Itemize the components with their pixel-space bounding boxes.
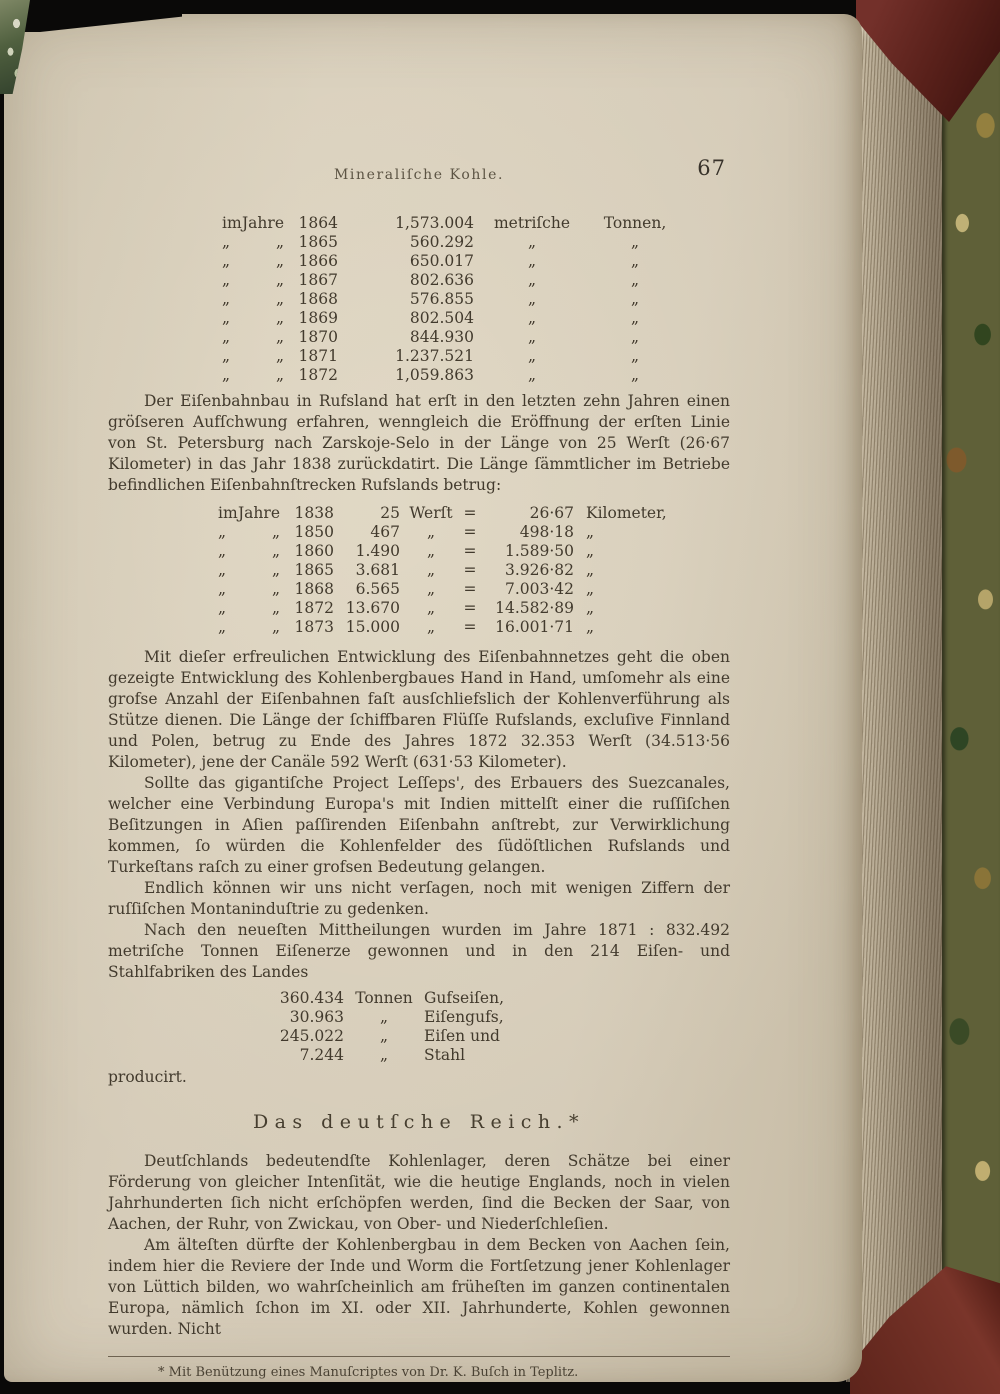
unit-word: „: [527, 290, 537, 308]
unit-word: „: [630, 252, 640, 270]
table-row: [222, 309, 730, 328]
equals-sign: =: [463, 523, 477, 541]
unit-word: „: [630, 347, 640, 365]
kilometer-unit: „: [586, 523, 595, 541]
year: 1869: [298, 309, 338, 327]
paragraph-german-coalfields: Deutſchlands bedeutendſte Kohlenlager, deren Schätze bei einer Förderung von gleicher Intenſität, wie die heutige Englands, noch in vielen Jahrhunderten ſich nicht erſchöpfen werden, ſind die Becken der Saar, von Aachen, der Ruhr, von Zwickau, von Ober- und Niederſchleſien.: [108, 1152, 730, 1233]
werst-unit: „: [426, 618, 436, 636]
unit-word: „: [630, 309, 640, 327]
marbled-cover: [942, 0, 1000, 1394]
tonnage-value: 7.244: [299, 1046, 344, 1064]
paragraph-lesseps-project: Sollte das gigantiſche Project Leſſeps', des Erbauers des Suezcanales, welcher eine Verbindung Europa's mit Indien mittelſt einer die ruſſiſchen Beſitzungen in Aſien paſſirenden Eiſenbahn anſtrebt, zur Verwirklichung kommen, ſo würden die Kohlenfelder des ſüdöſtlichen Rufslands und Turkeſtans raſch zu einer grofsen Bedeutung gelangen.: [108, 774, 730, 876]
year: 1871: [298, 347, 338, 365]
prefix-token: „: [275, 328, 284, 346]
table-row: [222, 328, 730, 347]
werst-unit: Werſt: [409, 504, 453, 522]
product-name: Gufseiſen,: [424, 989, 505, 1007]
prefix-token: „: [222, 366, 231, 384]
footnote: * Mit Benützung eines Manuſcriptes von Dr. K. Buſch in Teplitz.: [108, 1356, 730, 1381]
year-prefix: [222, 233, 284, 252]
table-row: [218, 523, 730, 542]
prefix-token: „: [275, 252, 284, 270]
werst-value: 3.681: [355, 561, 400, 579]
prefix-token: „: [275, 347, 284, 365]
tonnage-value: 802.636: [409, 271, 474, 289]
kilometer-unit: „: [586, 561, 595, 579]
year: 1866: [298, 252, 338, 270]
prefix-token: „: [275, 233, 284, 251]
year: 1867: [298, 271, 338, 289]
unit-word: „: [527, 366, 537, 384]
table-row: [218, 580, 730, 599]
tonnage-value: 245.022: [279, 1027, 344, 1045]
kilometer-value: 498·18: [519, 523, 574, 541]
year: 1865: [294, 561, 334, 579]
kilometer-value: 1.589·50: [504, 542, 574, 560]
table-row: [164, 1008, 730, 1027]
year: 1870: [298, 328, 338, 346]
year: 1838: [294, 504, 334, 522]
prefix-token: „: [275, 309, 284, 327]
equals-sign: =: [463, 618, 477, 636]
kilometer-value: 14.582·89: [495, 599, 574, 617]
kilometer-value: 16.001·71: [495, 618, 574, 636]
table-row: [222, 233, 730, 252]
unit-word: „: [630, 271, 640, 289]
year: 1872: [294, 599, 334, 617]
werst-value: 467: [370, 523, 400, 541]
product-name: Eiſen und: [424, 1027, 500, 1045]
table-row: [164, 989, 730, 1008]
railway-length-table: [218, 504, 730, 637]
paragraph-railway-intro: Der Eiſenbahnbau in Rufsland hat erſt in den letzten zehn Jahren einen gröſseren Aufſchwung erfahren, wenngleich die Eröffnung der erſten Linie von St. Petersburg nach Zarskoje-Selo in der Länge von 25 Werſt (26·67 Kilometer) in das Jahr 1838 zurückdatirt. Die Länge ſämmtlicher im Betriebe befindlichen Eiſenbahnſtrecken Rufslands betrug:: [108, 392, 730, 494]
paragraph-railway-growth: Mit dieſer erfreulichen Entwicklung des Eiſenbahnnetzes geht die oben gezeigte Entwicklung des Kohlenbergbaues Hand in Hand, umſomehr als eine grofse Anzahl der Eiſenbahnen faſt ausſchliefslich der Kohlenverführung als Stütze dienen. Die Länge der ſchiffbaren Flüſſe Rufslands, excluſive Finnland und Polen, betrug zu Ende des Jahres 1872 32.353 Werſt (34.513·56 Kilometer), jene der Canäle 592 Werſt (631·53 Kilometer).: [108, 648, 730, 771]
prefix-token: „: [218, 618, 227, 636]
text-column: [108, 156, 730, 1381]
werst-unit: „: [426, 580, 436, 598]
equals-sign: =: [463, 599, 477, 617]
page-number: 67: [697, 156, 726, 180]
unit-word: „: [527, 233, 537, 251]
prefix-token: im: [218, 504, 238, 522]
running-head: [108, 156, 730, 188]
prefix-token: „: [218, 599, 227, 617]
prefix-token: „: [222, 328, 231, 346]
paragraph-aachen-basin: Am älteſten dürfte der Kohlenbergbau in dem Becken von Aachen ſein, indem hier die Reviere der Inde und Worm die Fortſetzung jener Kohlenlager von Lüttich bilden, wo wahrſcheinlich am früheſten im ganzen continentalen Europa, nämlich ſchon im XI. oder XII. Jahrhunderte, Kohlen gewonnen wurden. Nicht: [108, 1236, 730, 1338]
werst-unit: „: [426, 542, 436, 560]
year-prefix: [222, 214, 284, 233]
tonnage-value: 1,573.004: [395, 214, 474, 232]
table-row: [222, 366, 730, 385]
prefix-token: „: [222, 347, 231, 365]
table-row: [164, 1027, 730, 1046]
unit-word: Tonnen,: [603, 214, 667, 232]
unit-word: „: [379, 1027, 389, 1045]
tonnage-value: 560.292: [409, 233, 474, 251]
unit-word: „: [527, 271, 537, 289]
kilometer-unit: „: [586, 599, 595, 617]
running-header-title: Mineraliſche Kohle.: [333, 167, 505, 183]
table-row: [218, 542, 730, 561]
table-row: [218, 599, 730, 618]
year: 1865: [298, 233, 338, 251]
prefix-token: „: [271, 523, 280, 541]
prefix-token: „: [275, 366, 284, 384]
prefix-token: „: [271, 599, 280, 617]
kilometer-value: 7.003·42: [504, 580, 574, 598]
year: 1850: [294, 523, 334, 541]
year-prefix: [218, 580, 280, 599]
prefix-token: „: [275, 271, 284, 289]
kilometer-unit: „: [586, 580, 595, 598]
kilometer-value: 3.926·82: [504, 561, 574, 579]
tonnage-value: 1.237.521: [395, 347, 474, 365]
kilometer-unit: Kilometer,: [586, 504, 667, 522]
year-prefix: [222, 290, 284, 309]
year-prefix: [218, 599, 280, 618]
table-row: [222, 271, 730, 290]
product-name: Stahl: [424, 1046, 466, 1064]
tonnage-value: 360.434: [279, 989, 344, 1007]
tonnage-value: 1,059.863: [395, 366, 474, 384]
section-heading-deutsches-reich: Das deutſche Reich.*: [252, 1111, 586, 1133]
year-prefix: [218, 561, 280, 580]
unit-word: „: [527, 347, 537, 365]
unit-word: „: [630, 366, 640, 384]
year: 1872: [298, 366, 338, 384]
year-prefix: [222, 347, 284, 366]
werst-value: 15.000: [345, 618, 400, 636]
paragraph-iron-ore: Nach den neueſten Mittheilungen wurden im Jahre 1871 : 832.492 metriſche Tonnen Eiſenerze gewonnen und in den 214 Eiſen- und Stahlfabriken des Landes: [108, 921, 730, 981]
werst-unit: „: [426, 561, 436, 579]
year-prefix: [222, 271, 284, 290]
table-row: [222, 214, 730, 233]
prefix-token: „: [271, 618, 280, 636]
table-row: [222, 252, 730, 271]
book-page: [4, 14, 862, 1382]
prefix-token: „: [271, 561, 280, 579]
unit-word: „: [527, 309, 537, 327]
prefix-token: „: [222, 290, 231, 308]
werst-value: 1.490: [355, 542, 400, 560]
year: 1864: [298, 214, 338, 232]
unit-word: „: [630, 328, 640, 346]
unit-word: „: [527, 328, 537, 346]
unit-word: „: [630, 290, 640, 308]
werst-value: 6.565: [355, 580, 400, 598]
year-prefix: [218, 618, 280, 637]
tonnage-value: 802.504: [409, 309, 474, 327]
prefix-token: „: [218, 523, 227, 541]
year-prefix: [222, 366, 284, 385]
year: 1860: [294, 542, 334, 560]
prefix-token: „: [222, 233, 231, 251]
year-prefix: [218, 542, 280, 561]
table-row: [218, 618, 730, 637]
tonnage-value: 576.855: [409, 290, 474, 308]
prefix-token: „: [218, 542, 227, 560]
iron-production-table: [164, 989, 730, 1065]
werst-unit: „: [426, 599, 436, 617]
prefix-token: „: [222, 252, 231, 270]
prefix-token: „: [271, 542, 280, 560]
kilometer-value: 26·67: [529, 504, 574, 522]
prefix-token: Jahre: [241, 214, 284, 232]
werst-value: 13.670: [345, 599, 400, 617]
unit-word: „: [630, 233, 640, 251]
table-row: [218, 561, 730, 580]
werst-value: 25: [380, 504, 400, 522]
table-row: [164, 1046, 730, 1065]
equals-sign: =: [463, 504, 477, 522]
year-prefix: [222, 309, 284, 328]
prefix-token: „: [275, 290, 284, 308]
prefix-token: „: [218, 580, 227, 598]
table-row: [222, 347, 730, 366]
equals-sign: =: [463, 561, 477, 579]
prefix-token: „: [271, 580, 280, 598]
unit-word: „: [527, 252, 537, 270]
year-prefix: [222, 328, 284, 347]
tonnage-value: 650.017: [409, 252, 474, 270]
unit-word: metriſche: [493, 214, 571, 232]
year-prefix: [218, 523, 280, 542]
unit-word: „: [379, 1008, 389, 1026]
tonnage-value: 30.963: [289, 1008, 344, 1026]
year: 1868: [294, 580, 334, 598]
year-prefix: [218, 504, 280, 523]
paragraph-producirt: producirt.: [108, 1068, 187, 1086]
equals-sign: =: [463, 580, 477, 598]
kilometer-unit: „: [586, 618, 595, 636]
year: 1868: [298, 290, 338, 308]
prefix-token: Jahre: [237, 504, 280, 522]
table-row: [222, 290, 730, 309]
kilometer-unit: „: [586, 542, 595, 560]
tonnage-value: 844.930: [409, 328, 474, 346]
year-prefix: [222, 252, 284, 271]
werst-unit: „: [426, 523, 436, 541]
unit-word: „: [379, 1046, 389, 1064]
prefix-token: im: [222, 214, 242, 232]
paragraph-montan-industry: Endlich können wir uns nicht verſagen, noch mit wenigen Ziffern der ruſſiſchen Montaninduſtrie zu gedenken.: [108, 879, 730, 918]
equals-sign: =: [463, 542, 477, 560]
product-name: Eiſengufs,: [424, 1008, 504, 1026]
year: 1873: [294, 618, 334, 636]
unit-word: Tonnen: [355, 989, 413, 1007]
coal-production-table: [222, 214, 730, 385]
prefix-token: „: [222, 309, 231, 327]
prefix-token: „: [222, 271, 231, 289]
table-row: [218, 504, 730, 523]
prefix-token: „: [218, 561, 227, 579]
